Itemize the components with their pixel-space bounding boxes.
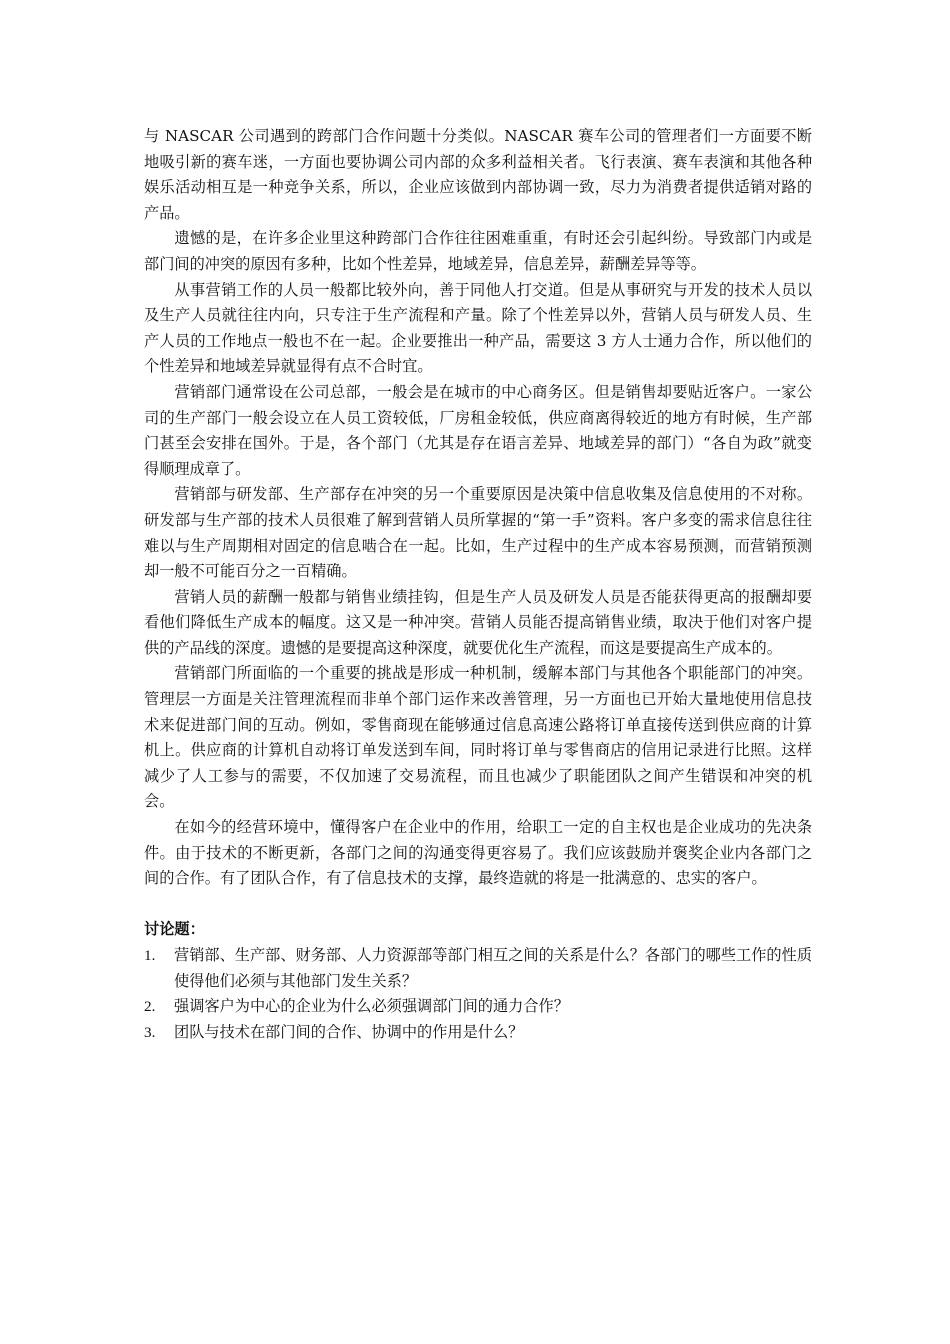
discussion-question-list [144, 943, 812, 1045]
question-text: 强调客户为中心的企业为什么必须强调部门间的通力合作？ [174, 997, 569, 1016]
question-number: 3. [144, 1023, 156, 1041]
body-paragraph: 营销部门通常设在公司总部，一般会是在城市的中心商务区。但是销售却要贴近客户。一家公司的生产部门一般会设立在人员工资较低，厂房租金较低，供应商离得较近的地方有时候，生产部门甚至会安排在国外。于是，各个部门（尤其是存在语言差异、地域差异的部门）“各自为政”就变得顺理成章了。 [144, 382, 812, 478]
question-text: 团队与技术在部门间的合作、协调中的作用是什么？ [174, 1022, 524, 1041]
discussion-question [144, 994, 812, 1020]
body-paragraph: 从事营销工作的人员一般都比较外向，善于同他人打交道。但是从事研究与开发的技术人员以及生产人员就往往内向，只专注于生产流程和产量。除了个性差异以外，营销人员与研发人员、生产人员的工作地点一般也不在一起。企业要推出一种产品，需要这 3 方人士通力合作，所以他们的个性差异和地域差异就显得有点不合时宜。 [144, 280, 812, 376]
question-number: 2. [144, 998, 156, 1016]
discussion-question [144, 1020, 812, 1046]
body-paragraph: 营销部与研发部、生产部存在冲突的另一个重要原因是决策中信息收集及信息使用的不对称。研发部与生产部的技术人员很难了解到营销人员所掌握的“第一手”资料。客户多变的需求信息往往难以与生产周期相对固定的信息啮合在一起。比如，生产过程中的生产成本容易预测，而营销预测却一般不可能百分之一百精确。 [144, 485, 812, 581]
question-text: 营销部、生产部、财务部、人力资源部等部门相互之间的关系是什么？各部门的哪些工作的性质使得他们必须与其他部门发生关系？ [174, 946, 812, 990]
discussion-heading: 讨论题： [144, 920, 205, 939]
body-paragraph: 遗憾的是，在许多企业里这种跨部门合作往往困难重重，有时还会引起纠纷。导致部门内或是部门间的冲突的原因有多种，比如个性差异，地域差异，信息差异，薪酬差异等等。 [144, 229, 812, 273]
body-paragraph: 营销部门所面临的一个重要的挑战是形成一种机制，缓解本部门与其他各个职能部门的冲突。管理层一方面是关注管理流程而非单个部门运作来改善管理，另一方面也已开始大量地使用信息技术来促进部门间的互动。例如，零售商现在能够通过信息高速公路将订单直接传送到供应商的计算机上。供应商的计算机自动将订单发送到车间，同时将订单与零售商店的信用记录进行比照。这样减少了人工参与的需要，不仅加速了交易流程，而且也减少了职能团队之间产生错误和冲突的机会。 [144, 664, 812, 811]
blank-line [144, 892, 812, 918]
body-paragraph: 与 NASCAR 公司遇到的跨部门合作问题十分类似。NASCAR 赛车公司的管理者们一方面要不断地吸引新的赛车迷，一方面也要协调公司内部的众多利益相关者。飞行表演、赛车表演和其他各种娱乐活动相互是一种竞争关系，所以，企业应该做到内部协调一致，尽力为消费者提供适销对路的产品。 [144, 127, 812, 222]
document-page [144, 124, 812, 1045]
body-paragraph: 营销人员的薪酬一般都与销售业绩挂钩，但是生产人员及研发人员是否能获得更高的报酬却要看他们降低生产成本的幅度。这又是一种冲突。营销人员能否提高销售业绩，取决于他们对客户提供的产品线的深度。遗憾的是要提高这种深度，就要优化生产流程，而这是要提高生产成本的。 [144, 587, 812, 657]
body-paragraph: 在如今的经营环境中，懂得客户在企业中的作用，给职工一定的自主权也是企业成功的先决条件。由于技术的不断更新，各部门之间的沟通变得更容易了。我们应该鼓励并褒奖企业内各部门之间的合作。有了团队合作，有了信息技术的支撑，最终造就的将是一批满意的、忠实的客户。 [144, 818, 812, 888]
discussion-question [144, 943, 812, 994]
question-number: 1. [144, 947, 156, 964]
